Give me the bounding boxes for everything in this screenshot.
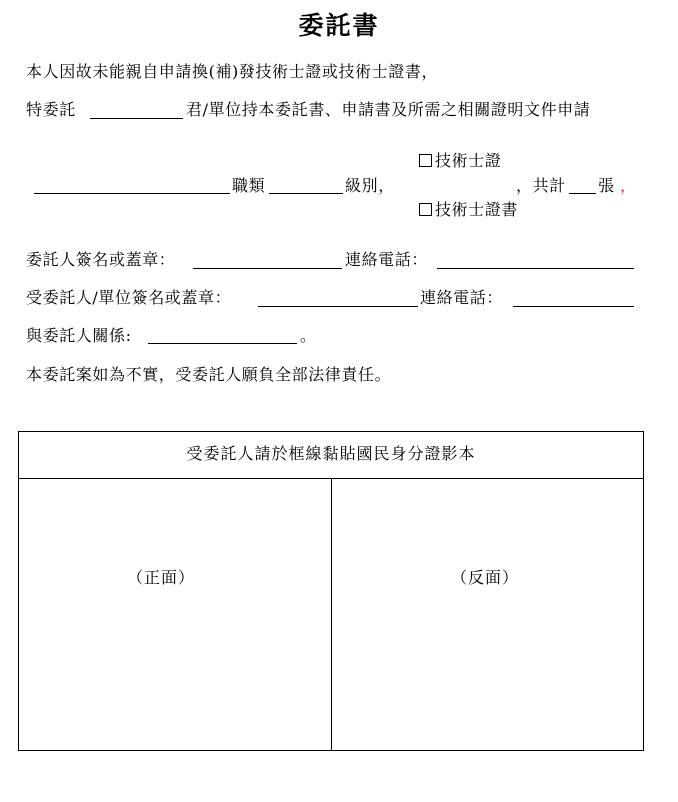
id-card-box-divider <box>331 479 332 751</box>
red-comma: ， <box>620 176 637 195</box>
principal-phone-label: 連絡電話： <box>345 250 429 269</box>
id-front-label: （正面） <box>127 568 196 587</box>
checkbox-certificate[interactable] <box>419 154 432 167</box>
principal-signature-label: 委託人簽名或蓋章： <box>26 250 176 269</box>
relation-label: 與委託人關係: <box>26 326 132 345</box>
job-category-blank[interactable] <box>34 193 230 194</box>
principal-phone-blank[interactable] <box>437 268 634 269</box>
agent-phone-label: 連絡電話： <box>420 288 504 307</box>
total-label: ，共計 <box>516 176 566 195</box>
relation-blank[interactable] <box>148 343 297 344</box>
option-certificate[interactable] <box>419 150 501 172</box>
unit-label: 張 <box>598 176 615 195</box>
agent-phone-blank[interactable] <box>513 306 634 307</box>
line-1: 本人因故未能親自申請換(補)發技術士證或技術士證書， <box>26 62 439 81</box>
relation-end: 。 <box>300 326 317 345</box>
count-blank[interactable] <box>569 193 596 194</box>
agent-signature-blank[interactable] <box>258 306 418 307</box>
agent-signature-label: 受委託人/單位簽名或蓋章： <box>26 288 232 307</box>
option-certificate-book-label: 技術士證書 <box>435 200 519 219</box>
principal-signature-blank[interactable] <box>193 268 342 269</box>
legal-statement: 本委託案如為不實，受委託人願負全部法律責任。 <box>26 365 392 384</box>
option-certificate-book[interactable] <box>419 199 518 221</box>
checkbox-certificate-book[interactable] <box>419 203 432 216</box>
id-card-box <box>18 431 644 751</box>
level-blank[interactable] <box>269 193 343 194</box>
line-2-prefix: 特委託 <box>26 100 76 119</box>
option-certificate-label: 技術士證 <box>435 151 502 170</box>
agent-name-blank[interactable] <box>90 118 183 119</box>
job-category-label: 職類 <box>232 176 266 195</box>
id-back-label: （反面） <box>451 568 520 587</box>
line-2-suffix: 君/單位持本委託書、申請書及所需之相關證明文件申請 <box>186 100 591 119</box>
level-label: 級別， <box>345 176 395 195</box>
id-card-box-header: 受委託人請於框線黏貼國民身分證影本 <box>19 432 643 479</box>
document-title: 委託書 <box>298 11 380 40</box>
